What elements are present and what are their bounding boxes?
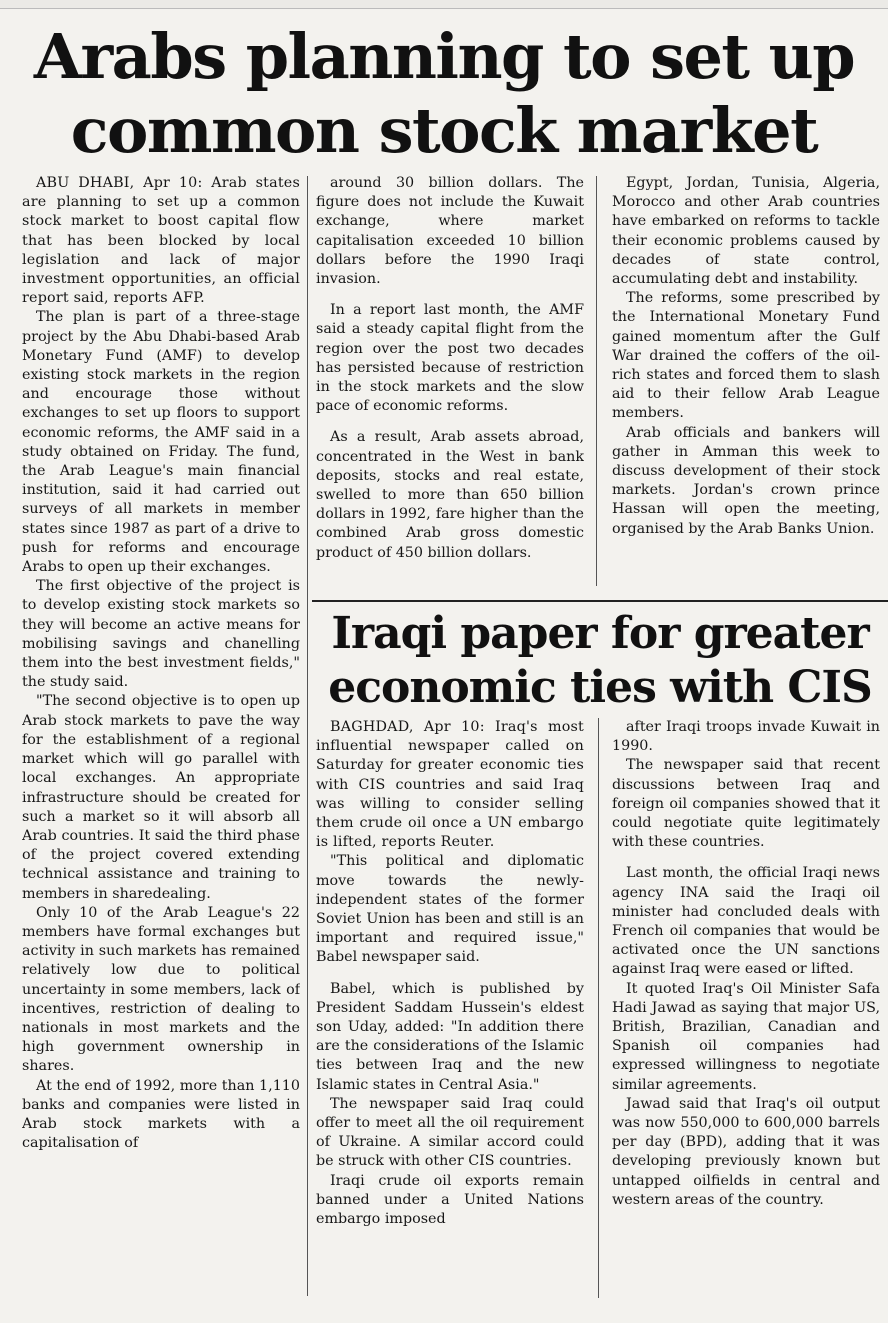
paragraph: "The second objective is to open up Arab stock markets to pave the way for the establishment of a regional market which will go parallel with local exchanges. An appropriate infrastructure should be created for such a market so it will absorb all Arab countries. It said the third phase of the project covered extending technical assistance and training to members in sharedealing.	[22, 693, 300, 902]
paragraph: The reforms, some prescribed by the International Monetary Fund gained momentum after the Gulf War drained the coffers of the oil-rich states and forced them to slash aid to their fellow Arab League members.	[612, 290, 880, 422]
column-divider	[598, 718, 599, 1298]
article1-column-3	[612, 174, 880, 594]
paragraph: Arab officials and bankers will gather in Amman this week to discuss development of their stock markets. Jordan's crown prince Hassan will open the meeting, organised by the Arab Banks Union.	[612, 424, 880, 537]
paragraph: In a report last month, the AMF said a steady capital flight from the region over the post two decades has persisted because of restriction in the stock markets and the slow pace of economic reforms.	[316, 302, 584, 415]
article2-column-2	[612, 718, 880, 1298]
paragraph: "This political and diplomatic move towards the newly-independent states of the former Soviet Union has been and still is an important and required issue," Babel newspaper said.	[316, 853, 584, 966]
paragraph: Last month, the official Iraqi news agency INA said the Iraqi oil minister had concluded deals with French oil companies that would be activated once the UN sanctions against Iraq were eased or lifted.	[612, 865, 880, 978]
article2-column-1	[316, 718, 584, 1298]
column-divider	[307, 176, 308, 1296]
headline-line-2: economic ties with CIS	[328, 662, 872, 713]
paragraph: The first objective of the project is to develop existing stock markets so they will become an active means for mobilising savings and chanelling them into the best investment fields," the study said.	[22, 578, 300, 691]
column-divider	[596, 176, 597, 586]
headline-line-2: common stock market	[70, 94, 818, 167]
paragraph: after Iraqi troops invade Kuwait in 1990.	[612, 719, 880, 755]
article-separator	[312, 600, 888, 602]
paragraph: Iraqi crude oil exports remain banned under a United Nations embargo imposed	[316, 1172, 584, 1228]
paragraph: The newspaper said that recent discussions between Iraq and foreign oil companies showed that it could negotiate quite legitimately with these countries.	[612, 757, 880, 851]
paragraph: The plan is part of a three-stage project by the Abu Dhabi-based Arab Monetary Fund (AMF) to develop existing stock markets in the region and encourage those without exchanges to set up floors to support economic reforms, the AMF said in a study obtained on Friday. The fund, the Arab League's main financial institution, said it had carried out surveys of all markets in member states since 1987 as part of a drive to push for reforms and encourage Arabs to open up their exchanges.	[22, 309, 300, 576]
paragraph: Jawad said that Iraq's oil output was now 550,000 to 600,000 barrels per day (BPD), adding that it was developing previously known but untapped oilfields in central and western areas of the country.	[612, 1095, 880, 1208]
headline-line-1: Iraqi paper for greater	[331, 608, 869, 659]
paragraph: around 30 billion dollars. The figure does not include the Kuwait exchange, where market capitalisation exceeded 10 billion dollars before the 1990 Iraqi invasion.	[316, 175, 584, 288]
paragraph: Only 10 of the Arab League's 22 members have formal exchanges but activity in such markets has remained relatively low due to political uncertainty in some members, lack of incentives, restriction of dealing to nationals in most markets and the high government ownership in shares.	[22, 904, 300, 1075]
previous-page-strip	[0, 0, 888, 9]
article1-column-1	[22, 174, 300, 1294]
paragraph: It quoted Iraq's Oil Minister Safa Hadi Jawad as saying that major US, British, Brazilian, Canadian and Spanish oil companies had expressed willingness to negotiate similar agreements.	[612, 980, 880, 1093]
paragraph: As a result, Arab assets abroad, concentrated in the West in bank deposits, stocks and real estate, swelled to more than 650 billion dollars in 1992, fare higher than the combined Arab gross domestic product of 450 billion dollars.	[316, 429, 584, 561]
headline-line-1: Arabs planning to set up	[33, 20, 855, 93]
paragraph: The newspaper said Iraq could offer to meet all the oil requirement of Ukraine. A similar accord could be struck with other CIS countries.	[316, 1095, 584, 1170]
paragraph: BAGHDAD, Apr 10: Iraq's most influential newspaper called on Saturday for greater economic ties with CIS countries and said Iraq was willing to consider selling them crude oil once a UN embargo is lifted, reports Reuter.	[316, 719, 584, 851]
paragraph: At the end of 1992, more than 1,110 banks and companies were listed in Arab stock markets with a capitalisation of	[22, 1077, 300, 1152]
paragraph: ABU DHABI, Apr 10: Arab states are planning to set up a common stock market to boost capital flow that has been blocked by local legislation and lack of major investment opportunities, an official report said, reports AFP.	[22, 175, 300, 307]
article1-column-2	[316, 174, 584, 594]
paragraph: Babel, which is published by President Saddam Hussein's eldest son Uday, added: "In addition there are the considerations of the Islamic ties between Iraq and the new Islamic states in Central Asia."	[316, 980, 584, 1093]
paragraph: Egypt, Jordan, Tunisia, Algeria, Morocco and other Arab countries have embarked on reforms to tackle their economic problems caused by decades of state control, accumulating debt and instability.	[612, 175, 880, 288]
